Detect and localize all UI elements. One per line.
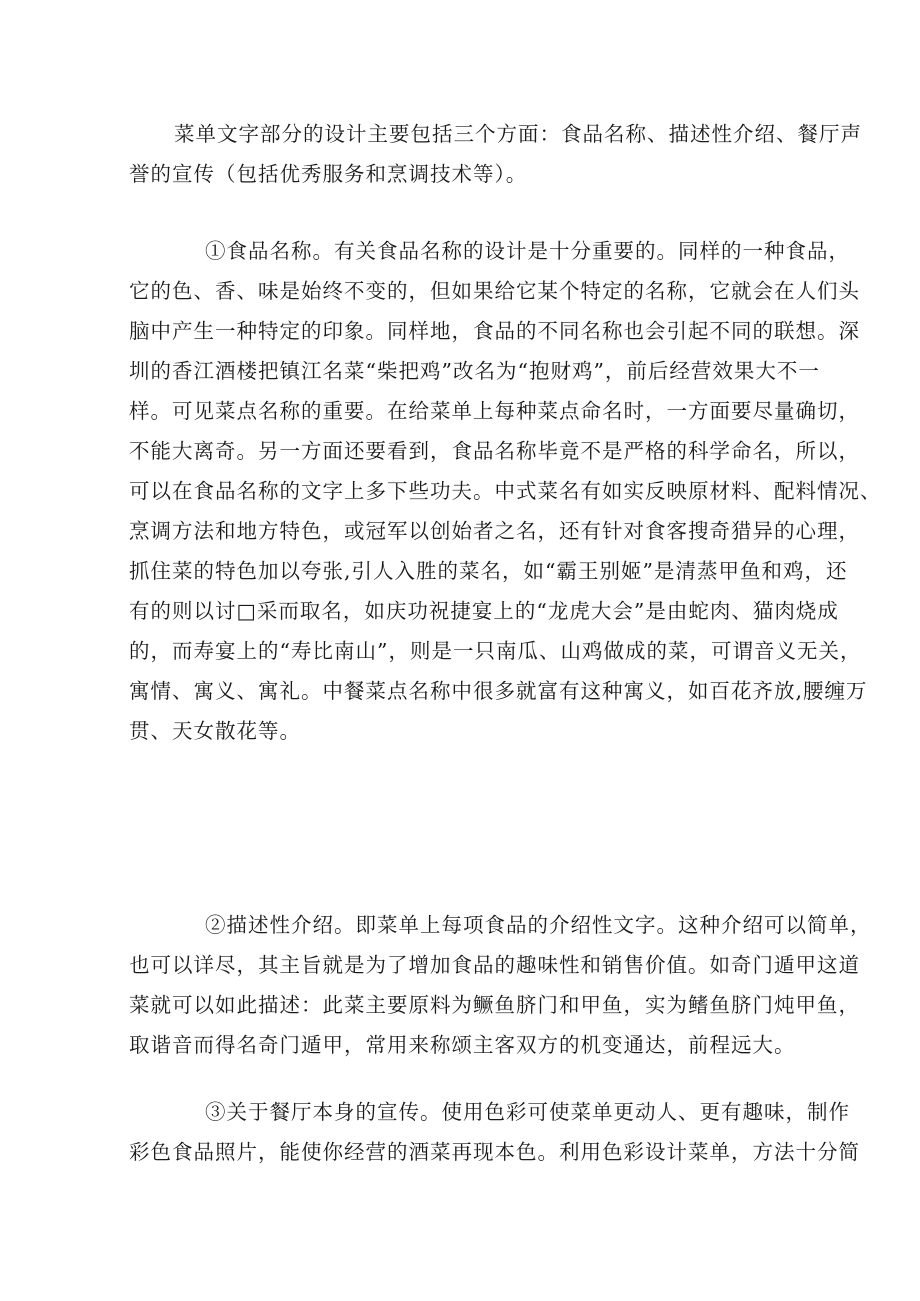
paragraph-food-name bbox=[129, 231, 882, 751]
paragraph-intro bbox=[129, 114, 862, 194]
paragraph-promotion bbox=[129, 1092, 860, 1172]
text-line: 誉的宣传（包括优秀服务和烹调技术等）。 bbox=[129, 162, 528, 186]
text-line: ③关于餐厅本身的宣传。使用色彩可使菜单更动人、更有趣味，制作 bbox=[205, 1100, 850, 1124]
text-line: 也可以详尽，其主旨就是为了增加食品的趣味性和销售价值。如奇门遁甲这道 bbox=[129, 953, 860, 977]
text-line: ①食品名称。有关食品名称的设计是十分重要的。同样的一种食品， bbox=[205, 239, 850, 263]
text-line: 抓住菜的特色加以夸张,引人入胜的菜名，如“霸王别姬”是清蒸甲鱼和鸡，还 bbox=[129, 559, 848, 583]
text-line: 烹调方法和地方特色，或冠军以创始者之名，还有针对食客搜奇猎异的心理， bbox=[129, 519, 860, 543]
text-line: 寓情、寓义、寓礼。中餐菜点名称中很多就富有这种寓义，如百花齐放,腰缠万 bbox=[129, 679, 868, 703]
text-line: ②描述性介绍。即菜单上每项食品的介绍性文字。这种介绍可以简单， bbox=[205, 913, 872, 937]
text-line: 样。可见菜点名称的重要。在给菜单上每种菜点命名时，一方面要尽量确切， bbox=[129, 399, 860, 423]
text-line: 菜就可以如此描述：此菜主要原料为鳜鱼脐门和甲鱼，实为鳍鱼脐门炖甲鱼， bbox=[129, 993, 860, 1017]
text-line: 脑中产生一种特定的印象。同样地，食品的不同名称也会引起不同的联想。深 bbox=[129, 319, 860, 343]
text-line: 它的色、香、味是始终不变的，但如果给它某个特定的名称，它就会在人们头 bbox=[129, 279, 860, 303]
paragraph-description bbox=[129, 905, 872, 1065]
text-line: 彩色食品照片，能使你经营的酒菜再现本色。利用色彩设计菜单，方法十分简 bbox=[129, 1140, 860, 1164]
text-line: 取谐音而得名奇门遁甲，常用来称颂主客双方的机变通达，前程远大。 bbox=[129, 1033, 796, 1057]
text-line: 菜单文字部分的设计主要包括三个方面：食品名称、描述性介绍、餐厅声 bbox=[174, 122, 862, 146]
text-line: 有的则以讨□采而取名，如庆功祝捷宴上的“龙虎大会”是由蛇肉、猫肉烧成 bbox=[129, 599, 839, 623]
text-line: 可以在食品名称的文字上多下些功夫。中式菜名有如实反映原材料、配料情况、 bbox=[129, 479, 882, 503]
text-line: 的，而寿宴上的“寿比南山”，则是一只南瓜、山鸡做成的菜，可谓音义无关， bbox=[129, 639, 862, 663]
text-line: 贯、天女散花等。 bbox=[129, 719, 301, 743]
text-line: 圳的香江酒楼把镇江名菜“柴把鸡”改名为“抱财鸡”，前后经营效果大不一 bbox=[129, 359, 820, 383]
text-line: 不能大离奇。另一方面还要看到，食品名称毕竟不是严格的科学命名，所以， bbox=[129, 439, 860, 463]
